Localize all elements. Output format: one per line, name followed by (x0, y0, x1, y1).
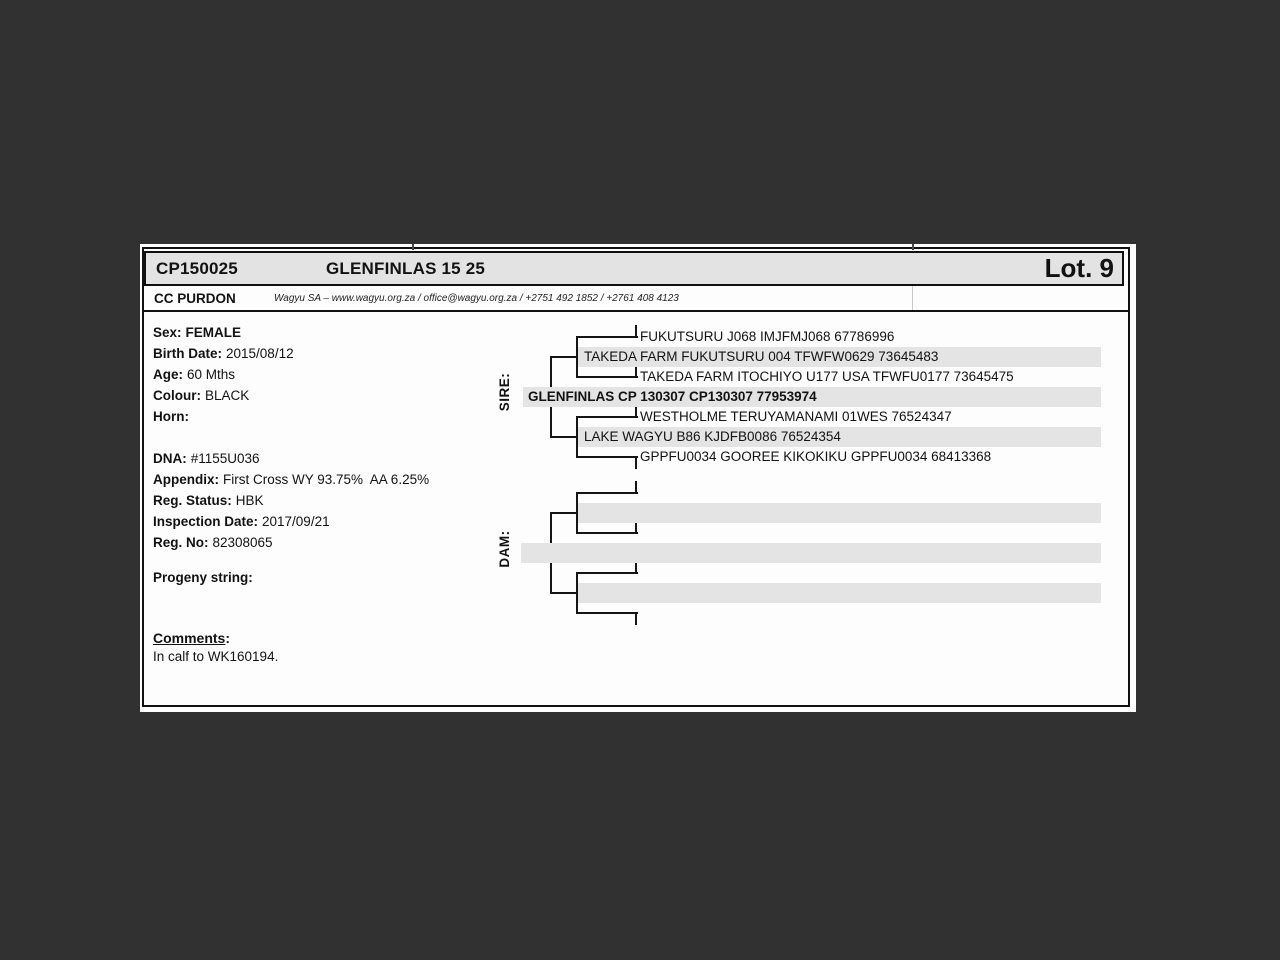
pedigree-sire-bar (523, 387, 1101, 407)
detail-label: Progeny string: (153, 570, 253, 585)
pedigree-line (576, 336, 638, 338)
detail-label: Birth Date: (153, 346, 223, 361)
header-rule (144, 310, 1128, 312)
pedigree-line (635, 367, 637, 378)
table-divider (912, 286, 913, 310)
pedigree-sire-maternal-great-granddam: GPPFU0034 GOOREE KIKOKIKU GPPFU0034 68413368 (640, 449, 992, 464)
pedigree-line (550, 512, 578, 514)
detail-value: HBK (235, 493, 264, 508)
catalog-page (140, 244, 1136, 712)
table-column-tick (412, 244, 414, 250)
pedigree-line (550, 592, 578, 594)
pedigree-sire-grandsire: TAKEDA FARM FUKUTSURU 004 TFWFW0629 73645483 (584, 349, 939, 364)
detail-label: Appendix: (153, 472, 219, 487)
detail-value: First Cross WY 93.75% AA 6.25% (223, 472, 430, 487)
animal-name: GLENFINLAS 15 25 (326, 259, 486, 278)
detail-label: Age: (153, 367, 183, 382)
pedigree-line (576, 492, 638, 494)
pedigree-line (635, 456, 637, 469)
detail-value: BLACK (205, 388, 250, 403)
detail-row-reg-status (153, 490, 573, 511)
pedigree-line (576, 572, 638, 574)
comments-text: In calf to WK160194. (153, 649, 279, 664)
detail-value: FEMALE (185, 325, 242, 340)
pedigree-line (576, 532, 638, 534)
pedigree-sire-granddam-bar (578, 427, 1101, 447)
detail-value: 82308065 (212, 535, 273, 550)
pedigree-line (576, 376, 638, 378)
lot-number: Lot. 9 (1044, 253, 1114, 283)
detail-value: 2015/08/12 (226, 346, 294, 361)
pedigree-sire-name: GLENFINLAS CP 130307 CP130307 77953974 (528, 389, 817, 404)
detail-label: DNA: (153, 451, 187, 466)
pedigree-sire-granddam: LAKE WAGYU B86 KJDFB0086 76524354 (584, 429, 841, 444)
pedigree-line (635, 563, 637, 574)
detail-label: Reg. Status: (153, 493, 232, 508)
comments-heading-text: Comments (153, 630, 226, 646)
comments-heading (153, 628, 230, 648)
detail-value: 60 Mths (187, 367, 236, 382)
breeder-name: CC PURDON (154, 291, 236, 306)
sire-section-label: SIRE: (497, 372, 512, 412)
pedigree-line (576, 456, 638, 458)
pedigree-line (576, 416, 638, 418)
detail-label: Sex: (153, 325, 182, 340)
table-column-tick (912, 244, 914, 250)
lot-header-bar (144, 251, 1124, 286)
detail-label: Inspection Date: (153, 514, 259, 529)
pedigree-dam-granddam-bar (578, 583, 1101, 603)
dam-section-label: DAM: (497, 530, 512, 568)
pedigree-sire-maternal-great-grandsire: WESTHOLME TERUYAMANAMI 01WES 76524347 (640, 409, 952, 424)
detail-label: Reg. No: (153, 535, 209, 550)
pedigree-sire-paternal-great-granddam: TAKEDA FARM ITOCHIYO U177 USA TFWFU0177 73645475 (640, 369, 1014, 384)
pedigree-line (550, 356, 578, 358)
pedigree-line (576, 612, 638, 614)
detail-value: #1155U036 (190, 451, 260, 466)
registration-code: CP150025 (156, 259, 238, 278)
detail-label: Colour: (153, 388, 201, 403)
comments-heading-colon: : (225, 630, 231, 646)
detail-row-birth-date (153, 343, 573, 364)
detail-label: Horn: (153, 409, 189, 424)
pedigree-dam-grandsire-bar (578, 503, 1101, 523)
detail-row-appendix (153, 469, 573, 490)
pedigree-line (635, 407, 637, 418)
detail-value: 2017/09/21 (262, 514, 330, 529)
association-contact-line: Wagyu SA – www.wagyu.org.za / office@wagyu.org.za / +2751 492 1852 / +2761 408 4123 (274, 293, 679, 304)
pedigree-dam-bar (521, 543, 1101, 563)
detail-row-dna (153, 448, 573, 469)
pedigree-line (550, 436, 578, 438)
pedigree-line (635, 612, 637, 625)
pedigree-sire-paternal-great-grandsire: FUKUTSURU J068 IMJFMJ068 67786996 (640, 329, 895, 344)
pedigree-line (635, 523, 637, 534)
pedigree-sire-grandsire-bar (578, 347, 1101, 367)
detail-row-sex (153, 322, 573, 343)
